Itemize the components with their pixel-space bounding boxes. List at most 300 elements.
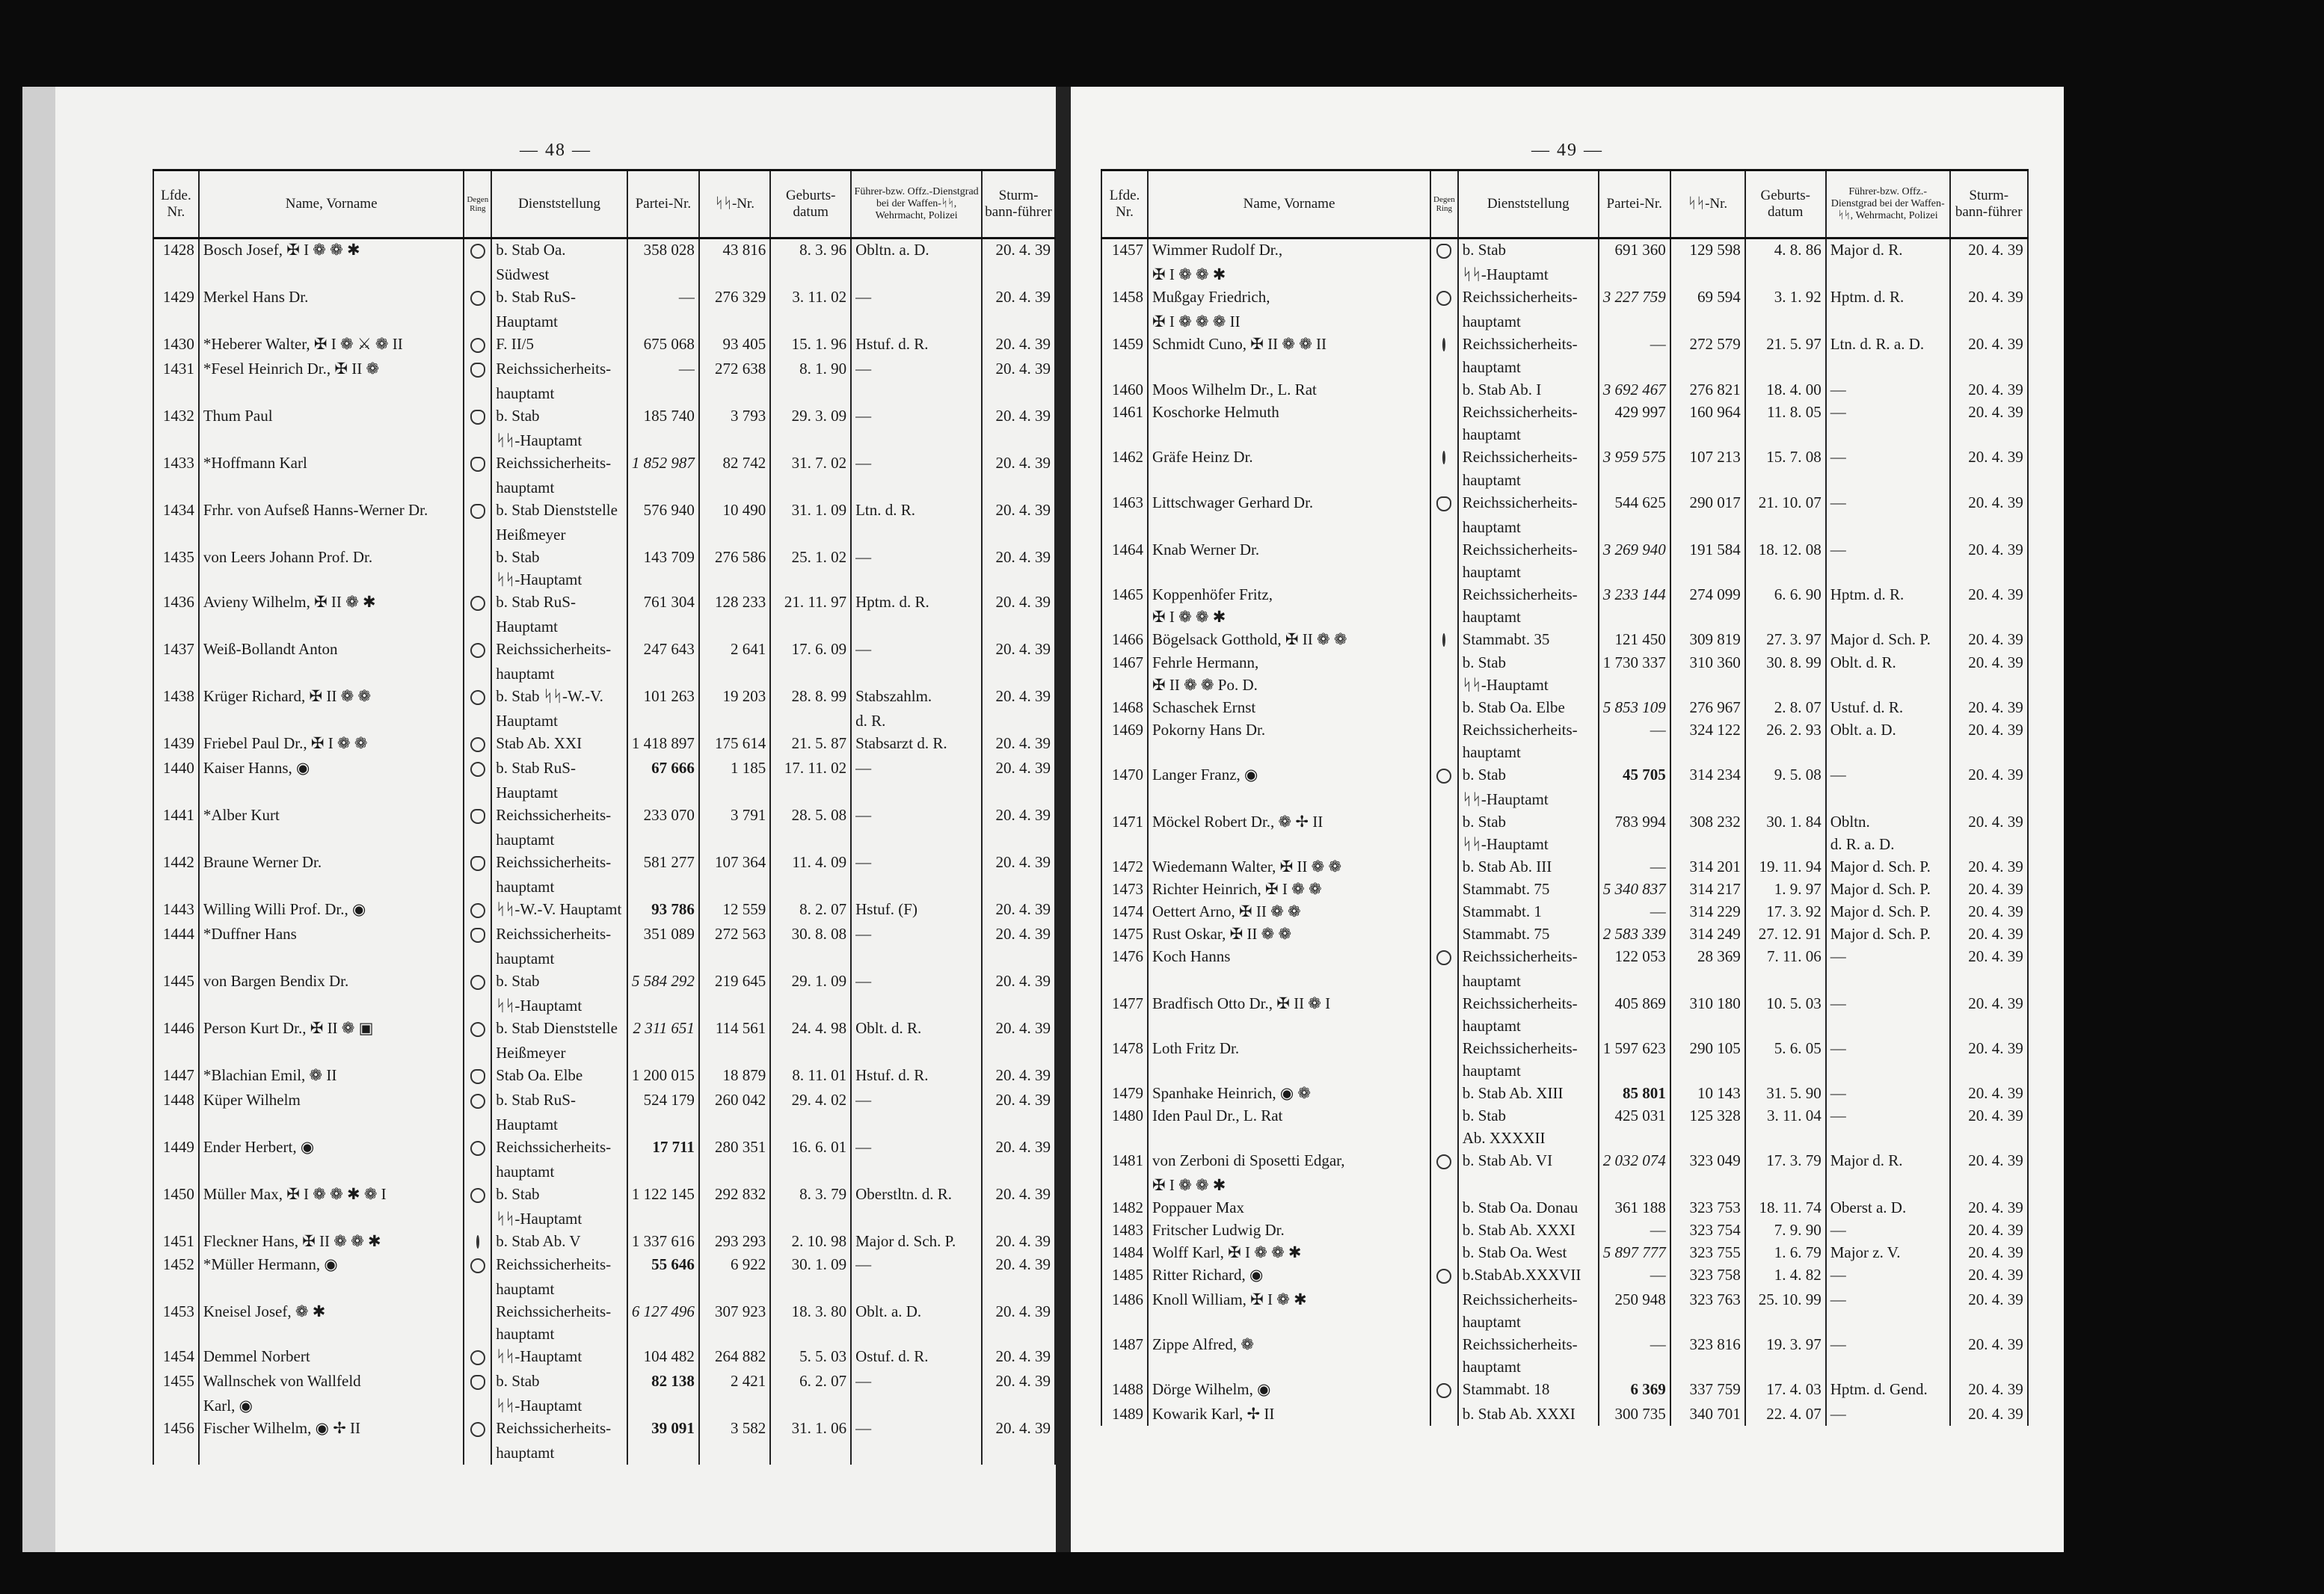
table-row-continuation bbox=[1101, 1311, 2028, 1334]
partei-number: 1 597 623 bbox=[1599, 1038, 1670, 1060]
partei-number bbox=[1599, 1175, 1670, 1197]
birth-date bbox=[1745, 517, 1826, 539]
partei-number: 300 735 bbox=[1599, 1403, 1670, 1426]
ring-icon bbox=[470, 856, 485, 871]
person-name: Wolff Karl, ✠ I ❁ ❁ ✱ bbox=[1148, 1242, 1430, 1264]
dienststellung: Reichssicherheits- bbox=[1458, 446, 1599, 470]
dienststellung: b. Stab Oa. West bbox=[1458, 1242, 1599, 1264]
promotion-date: 20. 4. 39 bbox=[1950, 1289, 2028, 1311]
promotion-date bbox=[982, 477, 1055, 499]
table-row bbox=[153, 686, 1055, 710]
dienststellung: b. Stab Ab. III bbox=[1458, 856, 1599, 878]
ring-mark bbox=[464, 970, 491, 995]
person-name: Wimmer Rudolf Dr., bbox=[1148, 239, 1430, 265]
ss-number: 93 405 bbox=[699, 333, 770, 358]
partei-number: 5 897 777 bbox=[1599, 1242, 1670, 1264]
table-row bbox=[153, 405, 1055, 430]
ring-mark bbox=[464, 733, 491, 757]
rank: — bbox=[1826, 446, 1950, 470]
promotion-date bbox=[982, 876, 1055, 899]
entry-number bbox=[1101, 561, 1148, 584]
table-row bbox=[1101, 539, 2028, 561]
person-name: ✠ I ❁ ❁ ❁ II bbox=[1148, 311, 1430, 333]
entry-number bbox=[1101, 517, 1148, 539]
promotion-date: 20. 4. 39 bbox=[982, 452, 1055, 477]
birth-date: 5. 5. 03 bbox=[770, 1346, 851, 1370]
partei-number: 1 122 145 bbox=[627, 1184, 699, 1208]
birth-date bbox=[770, 876, 851, 899]
rank: Oberst a. D. bbox=[1826, 1197, 1950, 1219]
ring-mark bbox=[464, 638, 491, 663]
partei-number: 351 089 bbox=[627, 923, 699, 948]
partei-number bbox=[1599, 517, 1670, 539]
promotion-date bbox=[1950, 1060, 2028, 1083]
partei-number: 429 997 bbox=[1599, 401, 1670, 424]
birth-date: 21. 11. 97 bbox=[770, 591, 851, 616]
promotion-date: 20. 4. 39 bbox=[1950, 923, 2028, 946]
rank bbox=[1826, 970, 1950, 993]
ring-mark bbox=[1430, 1127, 1458, 1150]
ss-number: 307 923 bbox=[699, 1301, 770, 1323]
ring-mark bbox=[464, 1136, 491, 1161]
promotion-date bbox=[1950, 1311, 2028, 1334]
entry-number: 1463 bbox=[1101, 492, 1148, 517]
ss-number: 293 293 bbox=[699, 1231, 770, 1254]
birth-date: 11. 4. 09 bbox=[770, 852, 851, 876]
partei-number: 82 138 bbox=[627, 1370, 699, 1395]
entry-number: 1443 bbox=[153, 899, 199, 923]
promotion-date: 20. 4. 39 bbox=[982, 499, 1055, 524]
header-sturm: Sturm-bann-führer bbox=[1950, 170, 2028, 239]
birth-date: 8. 3. 79 bbox=[770, 1184, 851, 1208]
person-name bbox=[1148, 1356, 1430, 1379]
ss-number bbox=[1670, 606, 1745, 629]
table-row bbox=[1101, 1289, 2028, 1311]
promotion-date: 20. 4. 39 bbox=[1950, 811, 2028, 834]
rank: — bbox=[1826, 1219, 1950, 1242]
entry-number: 1438 bbox=[153, 686, 199, 710]
ring-icon bbox=[470, 291, 485, 306]
entry-number: 1464 bbox=[1101, 539, 1148, 561]
partei-number bbox=[627, 477, 699, 499]
promotion-date bbox=[1950, 1127, 2028, 1150]
table-row bbox=[1101, 1334, 2028, 1356]
person-name: Wiedemann Walter, ✠ II ❁ ❁ bbox=[1148, 856, 1430, 878]
person-name: Langer Franz, ◉ bbox=[1148, 764, 1430, 789]
birth-date: 4. 8. 86 bbox=[1745, 239, 1826, 265]
promotion-date: 20. 4. 39 bbox=[1950, 946, 2028, 970]
ring-mark bbox=[1430, 719, 1458, 742]
partei-number bbox=[1599, 789, 1670, 811]
table-row bbox=[153, 638, 1055, 663]
partei-number bbox=[1599, 742, 1670, 764]
birth-date: 30. 1. 09 bbox=[770, 1254, 851, 1278]
partei-number bbox=[627, 616, 699, 638]
entry-number bbox=[153, 710, 199, 733]
rank: — bbox=[851, 1136, 982, 1161]
dienststellung: Reichssicherheits- bbox=[1458, 584, 1599, 606]
dienststellung: Reichssicherheits- bbox=[491, 1136, 627, 1161]
table-row bbox=[1101, 379, 2028, 401]
partei-number: 185 740 bbox=[627, 405, 699, 430]
person-name: Zippe Alfred, ❁ bbox=[1148, 1334, 1430, 1356]
person-name bbox=[1148, 470, 1430, 492]
rank: Stabszahlm. bbox=[851, 686, 982, 710]
ring-icon bbox=[470, 1422, 485, 1437]
person-name: Fischer Wilhelm, ◉ ✢ II bbox=[199, 1418, 464, 1442]
table-row bbox=[1101, 584, 2028, 606]
ss-number bbox=[699, 995, 770, 1018]
ss-number: 323 049 bbox=[1670, 1150, 1745, 1175]
person-name: Demmel Norbert bbox=[199, 1346, 464, 1370]
rank: — bbox=[1826, 539, 1950, 561]
ring-icon bbox=[1436, 1383, 1451, 1398]
partei-number: — bbox=[627, 286, 699, 311]
birth-date bbox=[770, 524, 851, 547]
promotion-date bbox=[982, 1114, 1055, 1136]
person-name: *Alber Kurt bbox=[199, 804, 464, 829]
person-name: *Hoffmann Karl bbox=[199, 452, 464, 477]
dienststellung: hauptamt bbox=[1458, 424, 1599, 446]
rank: — bbox=[1826, 1334, 1950, 1356]
rank bbox=[1826, 470, 1950, 492]
dienststellung: Heißmeyer bbox=[491, 524, 627, 547]
ring-icon bbox=[470, 1188, 485, 1203]
ss-number bbox=[1670, 789, 1745, 811]
ring-mark bbox=[464, 524, 491, 547]
partei-number: — bbox=[1599, 719, 1670, 742]
ss-number: 19 203 bbox=[699, 686, 770, 710]
table-row bbox=[1101, 652, 2028, 674]
partei-number bbox=[627, 1442, 699, 1465]
promotion-date: 20. 4. 39 bbox=[982, 804, 1055, 829]
dienststellung: Hauptamt bbox=[491, 311, 627, 333]
partei-number bbox=[627, 829, 699, 852]
person-name: Koch Hanns bbox=[1148, 946, 1430, 970]
promotion-date: 20. 4. 39 bbox=[982, 970, 1055, 995]
rank: Major d. R. bbox=[1826, 1150, 1950, 1175]
ss-number bbox=[1670, 264, 1745, 286]
promotion-date: 20. 4. 39 bbox=[1950, 1403, 2028, 1426]
person-name: Gräfe Heinz Dr. bbox=[1148, 446, 1430, 470]
table-row bbox=[1101, 719, 2028, 742]
ring-icon bbox=[470, 244, 485, 259]
entry-number bbox=[1101, 1175, 1148, 1197]
dienststellung: Stab Oa. Elbe bbox=[491, 1065, 627, 1089]
birth-date: 6. 2. 07 bbox=[770, 1370, 851, 1395]
entry-number bbox=[153, 616, 199, 638]
ring-mark bbox=[464, 1018, 491, 1042]
rank bbox=[851, 1395, 982, 1418]
ring-mark bbox=[1430, 1289, 1458, 1311]
table-row bbox=[1101, 239, 2028, 265]
person-name bbox=[1148, 561, 1430, 584]
person-name: Ender Herbert, ◉ bbox=[199, 1136, 464, 1161]
birth-date: 17. 11. 02 bbox=[770, 757, 851, 782]
entry-number bbox=[1101, 674, 1148, 697]
birth-date: 30. 8. 08 bbox=[770, 923, 851, 948]
dienststellung: Reichssicherheits- bbox=[491, 452, 627, 477]
promotion-date bbox=[982, 1042, 1055, 1065]
person-name: Koschorke Helmuth bbox=[1148, 401, 1430, 424]
ss-number bbox=[1670, 311, 1745, 333]
promotion-date bbox=[982, 663, 1055, 686]
table-row-continuation bbox=[1101, 1175, 2028, 1197]
partei-number: 3 227 759 bbox=[1599, 286, 1670, 311]
dienststellung: b. Stab bbox=[1458, 239, 1599, 265]
open-book bbox=[22, 87, 2064, 1552]
person-name: Mußgay Friedrich, bbox=[1148, 286, 1430, 311]
table-row bbox=[1101, 446, 2028, 470]
ring-mark bbox=[464, 358, 491, 383]
entry-number: 1477 bbox=[1101, 993, 1148, 1015]
rank bbox=[1826, 674, 1950, 697]
entry-number bbox=[1101, 1356, 1148, 1379]
rank bbox=[851, 948, 982, 970]
dienststellung: ᛋᛋ-Hauptamt bbox=[491, 1208, 627, 1231]
person-name bbox=[1148, 1127, 1430, 1150]
promotion-date bbox=[1950, 674, 2028, 697]
ring-icon bbox=[1436, 769, 1451, 784]
header-ring: Degen Ring bbox=[464, 170, 491, 239]
partei-number: 39 091 bbox=[627, 1418, 699, 1442]
ss-number: 1 185 bbox=[699, 757, 770, 782]
table-row bbox=[153, 591, 1055, 616]
entry-number: 1484 bbox=[1101, 1242, 1148, 1264]
promotion-date bbox=[982, 524, 1055, 547]
birth-date: 30. 1. 84 bbox=[1745, 811, 1826, 834]
dienststellung: hauptamt bbox=[491, 1278, 627, 1301]
dienststellung: b. Stab RuS- bbox=[491, 591, 627, 616]
partei-number: 425 031 bbox=[1599, 1105, 1670, 1127]
rank: — bbox=[851, 1254, 982, 1278]
partei-number: 405 869 bbox=[1599, 993, 1670, 1015]
partei-number: 358 028 bbox=[627, 239, 699, 265]
entry-number: 1468 bbox=[1101, 697, 1148, 719]
ring-mark bbox=[464, 686, 491, 710]
promotion-date bbox=[982, 569, 1055, 591]
ss-number: 10 490 bbox=[699, 499, 770, 524]
entry-number: 1433 bbox=[153, 452, 199, 477]
dienststellung: Hauptamt bbox=[491, 616, 627, 638]
person-name: Küper Wilhelm bbox=[199, 1089, 464, 1114]
header-partei: Partei-Nr. bbox=[627, 170, 699, 239]
person-name bbox=[1148, 517, 1430, 539]
birth-date bbox=[770, 710, 851, 733]
ss-number: 290 017 bbox=[1670, 492, 1745, 517]
entry-number bbox=[153, 1323, 199, 1346]
rank: Oblt. d. R. bbox=[851, 1018, 982, 1042]
person-name: Loth Fritz Dr. bbox=[1148, 1038, 1430, 1060]
birth-date: 27. 3. 97 bbox=[1745, 629, 1826, 652]
ss-number bbox=[699, 569, 770, 591]
ring-icon bbox=[470, 1141, 485, 1156]
person-name: *Fesel Heinrich Dr., ✠ II ❁ bbox=[199, 358, 464, 383]
partei-number bbox=[1599, 264, 1670, 286]
partei-number bbox=[1599, 674, 1670, 697]
birth-date bbox=[770, 383, 851, 405]
promotion-date: 20. 4. 39 bbox=[982, 733, 1055, 757]
promotion-date bbox=[982, 616, 1055, 638]
promotion-date: 20. 4. 39 bbox=[1950, 1083, 2028, 1105]
ss-number: 2 641 bbox=[699, 638, 770, 663]
ring-mark bbox=[464, 1323, 491, 1346]
ring-mark bbox=[464, 616, 491, 638]
left-page bbox=[55, 87, 1056, 1552]
ss-number bbox=[699, 782, 770, 804]
promotion-date: 20. 4. 39 bbox=[1950, 1150, 2028, 1175]
dienststellung: Reichssicherheits- bbox=[1458, 993, 1599, 1015]
header-name: Name, Vorname bbox=[1148, 170, 1430, 239]
dienststellung: b. Stab Ab. XXXI bbox=[1458, 1219, 1599, 1242]
ring-icon bbox=[1442, 338, 1445, 351]
promotion-date: 20. 4. 39 bbox=[982, 547, 1055, 569]
promotion-date: 20. 4. 39 bbox=[1950, 1219, 2028, 1242]
ring-mark bbox=[1430, 1242, 1458, 1264]
entry-number: 1467 bbox=[1101, 652, 1148, 674]
table-row-continuation bbox=[153, 948, 1055, 970]
header-dienst: Dienststellung bbox=[491, 170, 627, 239]
entry-number: 1432 bbox=[153, 405, 199, 430]
partei-number bbox=[627, 1161, 699, 1184]
partei-number bbox=[1599, 1311, 1670, 1334]
rank bbox=[851, 1323, 982, 1346]
rank: Oblt. a. D. bbox=[1826, 719, 1950, 742]
ring-icon bbox=[470, 975, 485, 990]
promotion-date: 20. 4. 39 bbox=[1950, 446, 2028, 470]
rank: — bbox=[851, 358, 982, 383]
partei-number: — bbox=[1599, 1264, 1670, 1289]
birth-date bbox=[1745, 742, 1826, 764]
entry-number: 1455 bbox=[153, 1370, 199, 1395]
ss-number bbox=[1670, 1175, 1745, 1197]
ss-number bbox=[1670, 1311, 1745, 1334]
page-number: — 49 — bbox=[1531, 141, 1603, 160]
entry-number: 1452 bbox=[153, 1254, 199, 1278]
person-name bbox=[199, 1278, 464, 1301]
entry-number bbox=[1101, 1311, 1148, 1334]
entry-number: 1457 bbox=[1101, 239, 1148, 265]
ss-number: 272 563 bbox=[699, 923, 770, 948]
partei-number: 5 340 837 bbox=[1599, 878, 1670, 901]
table-row bbox=[1101, 764, 2028, 789]
table-row-continuation bbox=[153, 782, 1055, 804]
entry-number: 1466 bbox=[1101, 629, 1148, 652]
dienststellung: ᛋᛋ-Hauptamt bbox=[491, 1346, 627, 1370]
ring-mark bbox=[464, 477, 491, 499]
partei-number: 233 070 bbox=[627, 804, 699, 829]
table-row-continuation bbox=[1101, 1356, 2028, 1379]
entry-number: 1472 bbox=[1101, 856, 1148, 878]
header-ring: Degen Ring bbox=[1430, 170, 1458, 239]
ring-mark bbox=[1430, 1105, 1458, 1127]
ring-mark bbox=[464, 1370, 491, 1395]
dienststellung: hauptamt bbox=[491, 1161, 627, 1184]
table-row-continuation bbox=[153, 1442, 1055, 1465]
person-name bbox=[1148, 424, 1430, 446]
birth-date bbox=[1745, 606, 1826, 629]
person-name: Bosch Josef, ✠ I ❁ ❁ ✱ bbox=[199, 239, 464, 265]
birth-date: 25. 10. 99 bbox=[1745, 1289, 1826, 1311]
table-row bbox=[153, 1089, 1055, 1114]
person-name bbox=[199, 829, 464, 852]
birth-date: 8. 2. 07 bbox=[770, 899, 851, 923]
table-row bbox=[153, 1018, 1055, 1042]
ss-number bbox=[1670, 1060, 1745, 1083]
partei-number: 544 625 bbox=[1599, 492, 1670, 517]
partei-number: 3 692 467 bbox=[1599, 379, 1670, 401]
ss-number bbox=[1670, 470, 1745, 492]
table-row bbox=[153, 1184, 1055, 1208]
ring-mark bbox=[464, 923, 491, 948]
partei-number: 104 482 bbox=[627, 1346, 699, 1370]
birth-date bbox=[770, 1278, 851, 1301]
birth-date: 17. 6. 09 bbox=[770, 638, 851, 663]
promotion-date: 20. 4. 39 bbox=[982, 358, 1055, 383]
partei-number bbox=[627, 1114, 699, 1136]
dienststellung: ᛋᛋ-Hauptamt bbox=[491, 569, 627, 591]
table-row-continuation bbox=[153, 710, 1055, 733]
table-row bbox=[153, 452, 1055, 477]
promotion-date bbox=[1950, 517, 2028, 539]
ss-number: 323 758 bbox=[1670, 1264, 1745, 1289]
table-row bbox=[153, 499, 1055, 524]
birth-date: 19. 3. 97 bbox=[1745, 1334, 1826, 1356]
birth-date: 17. 3. 92 bbox=[1745, 901, 1826, 923]
header-fuehrer: Führer-bzw. Offz.-Dienstgrad bei der Waffen-ᛋᛋ, Wehrmacht, Polizei bbox=[1826, 170, 1950, 239]
rank: Ostuf. d. R. bbox=[851, 1346, 982, 1370]
table-row bbox=[1101, 856, 2028, 878]
header-lfde: Lfde. Nr. bbox=[1101, 170, 1148, 239]
dienststellung: Hauptamt bbox=[491, 782, 627, 804]
table-row bbox=[1101, 333, 2028, 357]
partei-number: 2 311 651 bbox=[627, 1018, 699, 1042]
ring-mark bbox=[464, 1418, 491, 1442]
rank: — bbox=[1826, 379, 1950, 401]
entry-number: 1444 bbox=[153, 923, 199, 948]
promotion-date bbox=[982, 430, 1055, 452]
partei-number: 122 053 bbox=[1599, 946, 1670, 970]
birth-date bbox=[770, 569, 851, 591]
header-geb: Geburts-datum bbox=[770, 170, 851, 239]
promotion-date: 20. 4. 39 bbox=[982, 1418, 1055, 1442]
promotion-date: 20. 4. 39 bbox=[982, 1254, 1055, 1278]
partei-number bbox=[627, 782, 699, 804]
rank: — bbox=[851, 1089, 982, 1114]
dienststellung: hauptamt bbox=[1458, 1060, 1599, 1083]
birth-date: 1. 4. 82 bbox=[1745, 1264, 1826, 1289]
table-row bbox=[153, 852, 1055, 876]
birth-date: 29. 4. 02 bbox=[770, 1089, 851, 1114]
table-row-continuation bbox=[153, 264, 1055, 286]
birth-date: 3. 11. 02 bbox=[770, 286, 851, 311]
ss-number: 264 882 bbox=[699, 1346, 770, 1370]
ring-icon bbox=[470, 809, 485, 824]
rank: — bbox=[851, 970, 982, 995]
dienststellung: Reichssicherheits- bbox=[1458, 1334, 1599, 1356]
ss-number bbox=[1670, 517, 1745, 539]
partei-number: — bbox=[1599, 856, 1670, 878]
ring-mark bbox=[1430, 1175, 1458, 1197]
person-name bbox=[199, 1042, 464, 1065]
ss-number: 280 351 bbox=[699, 1136, 770, 1161]
person-name: Weiß-Bollandt Anton bbox=[199, 638, 464, 663]
entry-number: 1486 bbox=[1101, 1289, 1148, 1311]
promotion-date: 20. 4. 39 bbox=[982, 899, 1055, 923]
dienststellung: Reichssicherheits- bbox=[491, 1254, 627, 1278]
table-row bbox=[153, 899, 1055, 923]
ring-icon bbox=[470, 457, 485, 472]
